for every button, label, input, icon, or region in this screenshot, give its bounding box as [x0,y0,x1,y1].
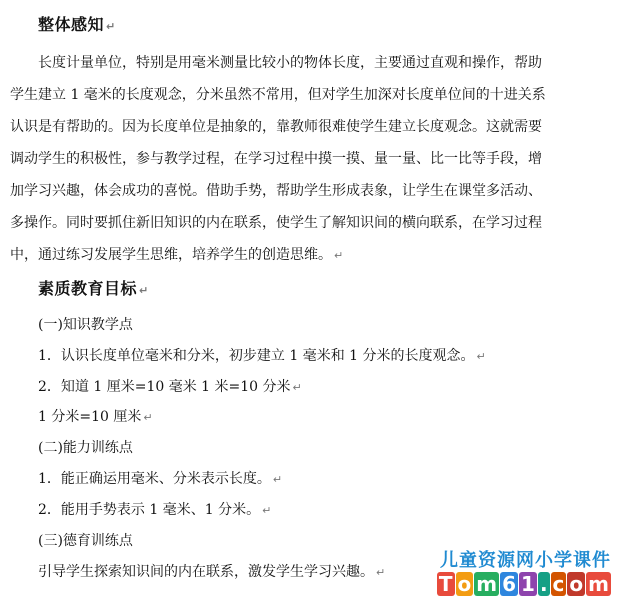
heading-text: 素质教育目标 [38,279,138,298]
paragraph-mark: ↵ [272,473,283,486]
subheading-moral [38,530,133,550]
paragraph-mark: ↵ [376,566,386,579]
subheading-knowledge [38,314,133,334]
paragraph-line: 调动学生的积极性，参与教学过程，在学习过程中摸一摸、量一量、比一比等手段，增 [10,151,542,167]
paragraph-mark: ↵ [476,350,486,363]
watermark-char: o [457,572,472,596]
section-heading-goals [38,276,149,299]
paragraph-line: 认识是有帮助的。因为长度单位是抽象的，靠教师很难使学生建立长度观念。这就需要 [10,119,542,135]
list-item [38,406,153,426]
paragraph-line: 学生建立 1 毫米的长度观念，分米虽然不常用，但对学生加深对长度单位间的十进关系 [10,87,546,103]
watermark-char: . [539,572,548,596]
list-item [38,499,271,519]
watermark-char: c [552,572,565,596]
paragraph-line: 多操作。同时要抓住新旧知识的内在联系，使学生了解知识间的横向联系，在学习过程 [10,215,542,231]
list-item-text: 1 分米=10 厘米 [38,409,142,425]
paragraph-line: 长度计量单位，特别是用毫米测量比较小的物体长度，主要通过直观和操作，帮助 [38,55,542,71]
watermark-char: T [438,572,453,596]
paragraph-mark: ↵ [334,249,344,262]
list-item [38,468,282,488]
paragraph-line-text: 中，通过练习发展学生思维，培养学生的创造思维。 [10,247,332,263]
site-watermark-logo [403,546,613,598]
watermark-char: 6 [502,572,517,596]
paragraph-mark: ↵ [106,20,116,33]
list-item-text: 2．能用手势表示 1 毫米、1 分米。 [38,502,261,518]
list-item-text: 1．能正确运用毫米、分米表示长度。 [38,471,271,487]
watermark-title: 儿童资源网小学课件 [440,550,611,571]
list-item-text: 引导学生探索知识间的内在联系，激发学生学习兴趣。 [38,564,374,580]
paragraph-mark: ↵ [143,411,153,424]
list-item-text: 1．认识长度单位毫米和分米，初步建立 1 毫米和 1 分米的长度观念。 [38,348,475,364]
watermark-char: m [588,572,609,596]
list-item [38,376,302,396]
subheading-text: (三)德育训练点 [38,533,133,549]
subheading-text: (一)知识教学点 [38,317,133,333]
watermark-char: m [476,572,498,596]
subheading-text: (二)能力训练点 [38,440,133,456]
watermark-char: 1 [521,572,535,596]
paragraph-mark: ↵ [139,284,149,297]
watermark-domain [437,572,611,596]
list-item-text: 2．知道 1 厘米=10 毫米 1 米=10 分米 [38,379,291,395]
subheading-ability [38,437,133,457]
list-item [38,561,385,581]
list-item [38,345,486,365]
paragraph-line: 加学习兴趣，体会成功的喜悦。借助手势，帮助学生形成表象，让学生在课堂多活动、 [10,183,542,199]
heading-text: 整体感知 [38,15,105,34]
paragraph-mark: ↵ [292,381,302,394]
section-heading-overview [38,12,116,35]
watermark-char: o [569,572,584,596]
paragraph-mark: ↵ [262,504,272,517]
paragraph-line [10,244,343,264]
